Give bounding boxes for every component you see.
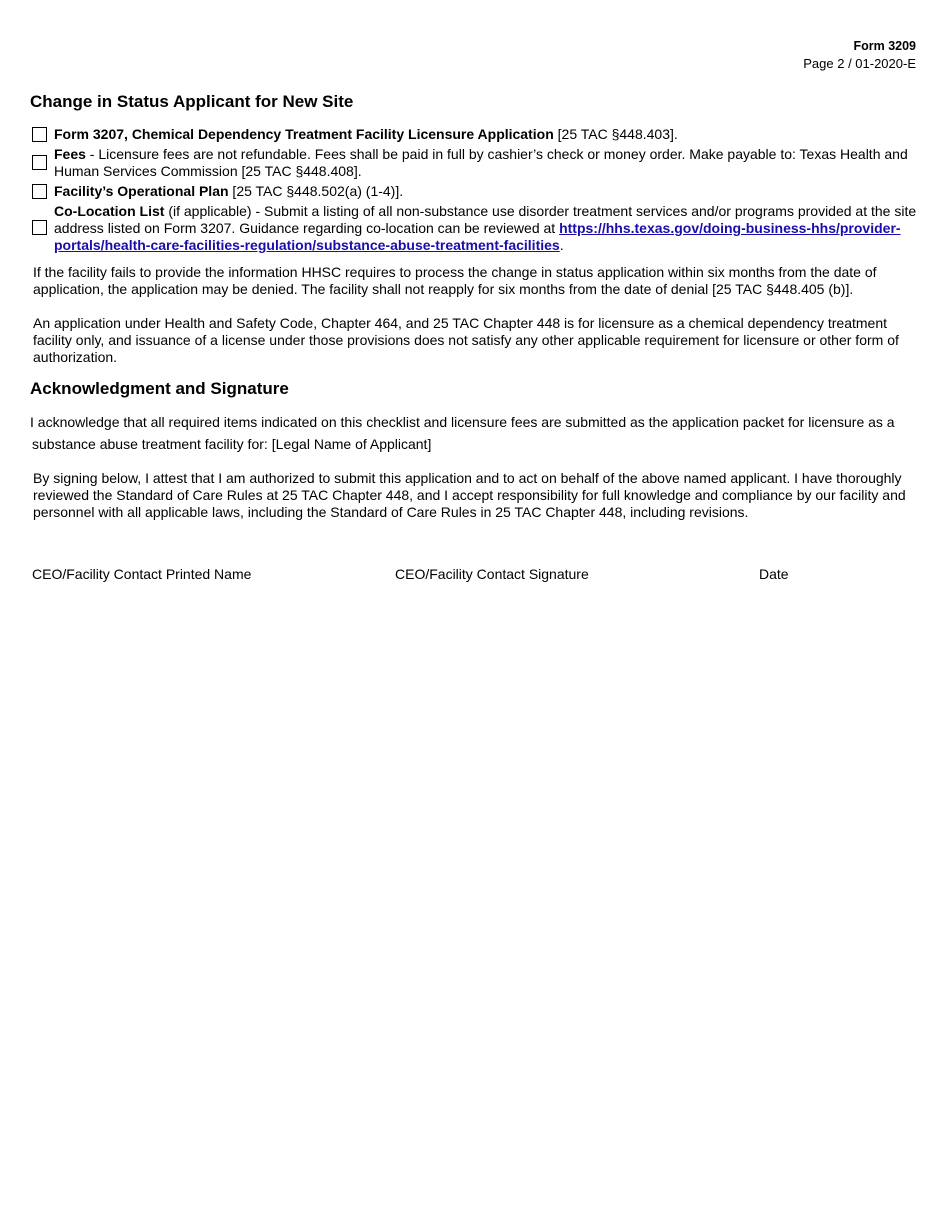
- signature-label: CEO/Facility Contact Signature: [395, 566, 589, 582]
- form-number: Form 3209: [853, 39, 916, 53]
- denial-notice-paragraph: If the facility fails to provide the information HHSC requires to process the change in status application within six months from the date of application, the application may be denied. The facility shall not reapply for six months from the date of denial [25 TAC §448.405 (b)].: [33, 264, 877, 297]
- item-title: Facility’s Operational Plan: [54, 183, 229, 199]
- item-text-end: .: [559, 237, 564, 253]
- acknowledgment-line-2: [32, 436, 912, 453]
- item-text: (if applicable) - Submit a listing of all non-substance use disorder treatment services and/or programs provided at the site address listed on Form 3207. Guidance regarding co-location can be reviewed at: [54, 203, 917, 236]
- checklist-item-operational-plan: [30, 183, 920, 200]
- legal-name-field[interactable]: [Legal Name of Applicant]: [271, 436, 432, 452]
- item-title: Form 3207, Chemical Dependency Treatment Facility Licensure Application: [54, 126, 554, 142]
- section-title-change-in-status: Change in Status Applicant for New Site: [30, 92, 354, 111]
- item-title: Co-Location List: [54, 203, 165, 219]
- checkbox-operational-plan[interactable]: [32, 184, 47, 199]
- form-header: [803, 38, 916, 72]
- page-info: Page 2 / 01-2020-E: [803, 56, 916, 71]
- section-title-acknowledgment: Acknowledgment and Signature: [30, 379, 289, 398]
- co-location-guidance-link[interactable]: https://hhs.texas.gov/doing-business-hhs/provider-portals/health-care-facilities-regulation/substance-abuse-treatment-facilities: [54, 220, 901, 253]
- printed-name-label: CEO/Facility Contact Printed Name: [32, 566, 252, 582]
- date-label: Date: [759, 566, 789, 582]
- checkbox-fees[interactable]: [32, 155, 47, 170]
- checkbox-co-location[interactable]: [32, 220, 47, 235]
- item-text: - Licensure fees are not refundable. Fees shall be paid in full by cashier’s check or money order. Make payable to: Texas Health and Human Services Commission [25 TAC §448.408].: [54, 146, 908, 179]
- licensure-scope-paragraph: An application under Health and Safety Code, Chapter 464, and 25 TAC Chapter 448 is for licensure as a chemical dependency treatment facility only, and issuance of a license under those provisions does not satisfy any other applicable requirement for licensure or other form of authorization.: [33, 315, 899, 365]
- requirements-checklist: [30, 126, 920, 257]
- acknowledgment-line-1: I acknowledge that all required items indicated on this checklist and licensure fees are submitted as the application packet for licensure as a: [30, 414, 895, 430]
- checklist-item-form-3207: [30, 126, 920, 143]
- item-text: [25 TAC §448.502(a) (1-4)].: [228, 183, 404, 199]
- item-text: [25 TAC §448.403].: [553, 126, 678, 142]
- checklist-item-fees: [30, 146, 920, 180]
- item-title: Fees: [54, 146, 86, 162]
- attestation-paragraph: By signing below, I attest that I am authorized to submit this application and to act on behalf of the above named applicant. I have thoroughly reviewed the Standard of Care Rules at 25 TAC Chapter 448, and I accept responsibility for full knowledge and compliance by our facility and personnel with all applicable laws, including the Standard of Care Rules in 25 TAC Chapter 448, including revisions.: [33, 470, 906, 520]
- checklist-item-co-location: [30, 203, 920, 254]
- checkbox-form-3207[interactable]: [32, 127, 47, 142]
- acknowledgment-line-2-text: substance abuse treatment facility for:: [32, 436, 268, 452]
